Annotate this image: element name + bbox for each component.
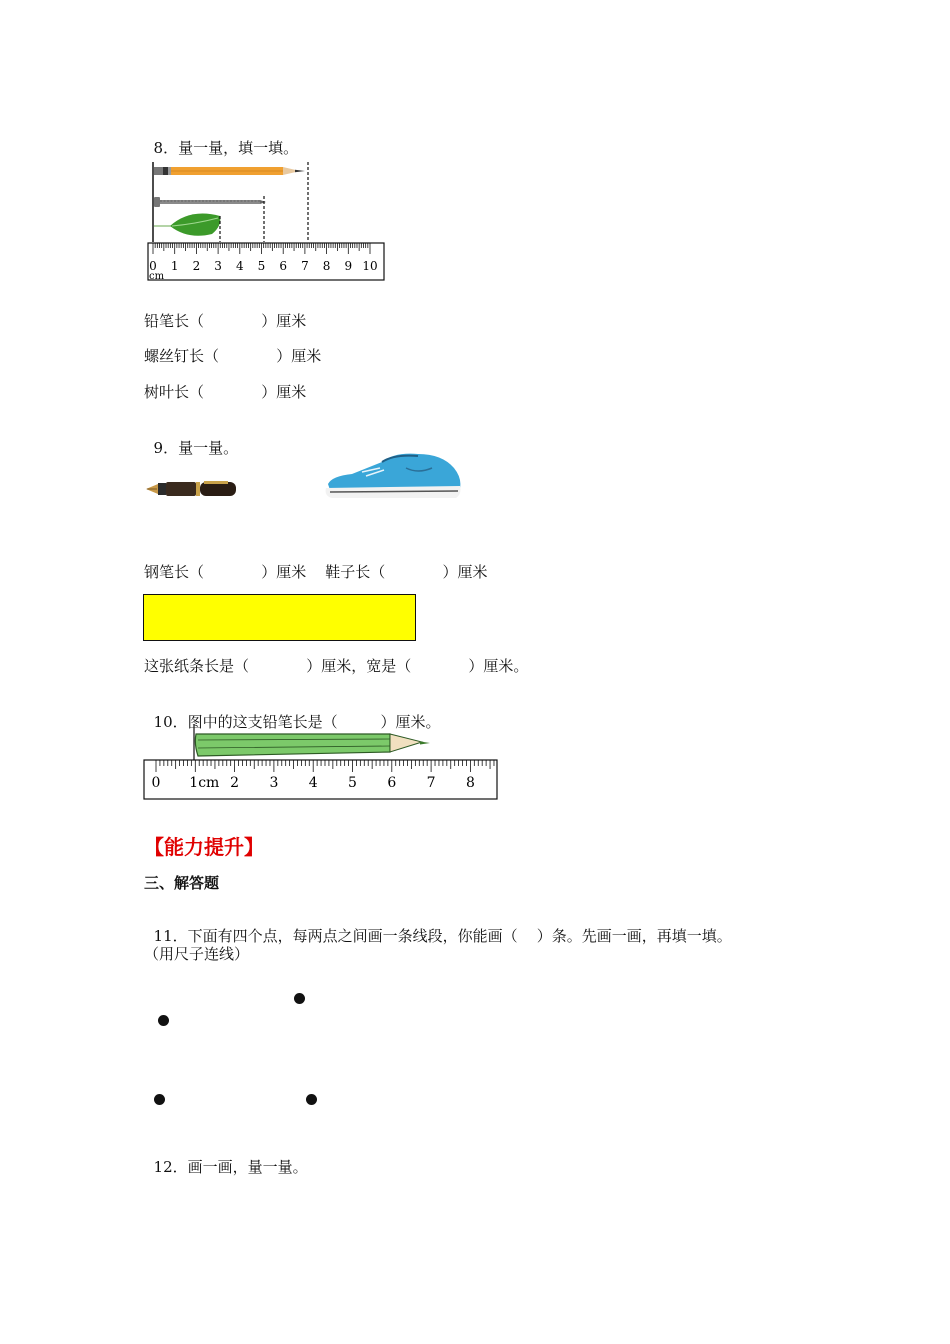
q8-ruler-number: 0 [149, 259, 157, 273]
q11-title-text: ．下面有四个点，每两点之间画一条线段，你能画（ ）条。先画一画，再填一填。 [172, 927, 732, 945]
q10-ruler-number: 3 [269, 775, 279, 791]
q8-ruler-number: 7 [301, 259, 309, 273]
q8-ruler-number: 4 [235, 259, 244, 273]
q8-ruler-number: 6 [279, 259, 288, 273]
point-top-left [158, 1015, 169, 1026]
paper-strip-length-blank: 这张纸条长是（ ）厘米，宽是（ ）厘米。 [144, 657, 529, 675]
q8-ruler-number: 10 [362, 259, 378, 273]
q8-measure-figure [140, 158, 390, 284]
q8-ruler-number: 8 [322, 259, 331, 273]
q10-ruler-number: 5 [348, 775, 357, 791]
q10-ruler-number: 1cm [189, 775, 220, 791]
q8-ruler-number: 5 [257, 259, 266, 273]
q8-title-text: ．量一量，填一填。 [163, 139, 299, 157]
q8-ruler-number: 1 [170, 259, 179, 273]
q8-ruler-unit: cm [149, 271, 165, 282]
point-top-right [294, 993, 305, 1004]
q10-ruler-number: 6 [387, 775, 397, 791]
green-pencil-image [195, 734, 430, 756]
q8-number: 8 [153, 139, 164, 157]
q9-title [144, 418, 238, 458]
q10-measure-figure [140, 722, 502, 804]
q8-title [144, 118, 298, 158]
q10-ruler-number: 2 [230, 775, 240, 791]
pen-shoe-length-blank: 钢笔长（ ）厘米 鞋子长（ ）厘米 [144, 563, 488, 581]
q10-ruler-number: 0 [151, 775, 161, 791]
q9-number: 9 [153, 439, 164, 457]
leaf-image [154, 214, 220, 236]
q8-ruler-number: 2 [192, 259, 201, 273]
yellow-paper-strip [143, 594, 416, 641]
screw-image [154, 197, 266, 207]
fountain-pen-image [144, 476, 240, 500]
q10-ruler-numbers [152, 775, 475, 791]
leaf-length-blank: 树叶长（ ）厘米 [144, 383, 307, 401]
q12-title [144, 1137, 308, 1177]
q11-note: （用尺子连线） [144, 945, 250, 963]
q10-ruler-number: 4 [308, 775, 318, 791]
q10-number: 10 [153, 713, 173, 731]
q10-ruler-number: 7 [426, 775, 436, 791]
shoe-image [322, 448, 464, 504]
q12-title-text: ．画一画，量一量。 [172, 1158, 308, 1176]
q8-ruler-number: 9 [344, 259, 353, 273]
point-bottom-left [154, 1094, 165, 1105]
screw-length-blank: 螺丝钉长（ ）厘米 [144, 347, 322, 365]
q10-ruler-number: 8 [465, 775, 475, 791]
pencil-length-blank: 铅笔长（ ）厘米 [144, 312, 307, 330]
q10-title-text: ．图中的这支铅笔长是（ ）厘米。 [172, 713, 441, 731]
q8-ruler-number: 3 [214, 259, 222, 273]
q11-number: 11 [153, 927, 173, 945]
point-bottom-right [306, 1094, 317, 1105]
q11-title [144, 906, 732, 946]
pencil-image [154, 167, 305, 175]
q9-title-text: ．量一量。 [163, 439, 239, 457]
q12-number: 12 [153, 1158, 173, 1176]
section-subheading: 三、解答题 [144, 874, 220, 892]
section-heading: 【能力提升】 [144, 835, 264, 859]
